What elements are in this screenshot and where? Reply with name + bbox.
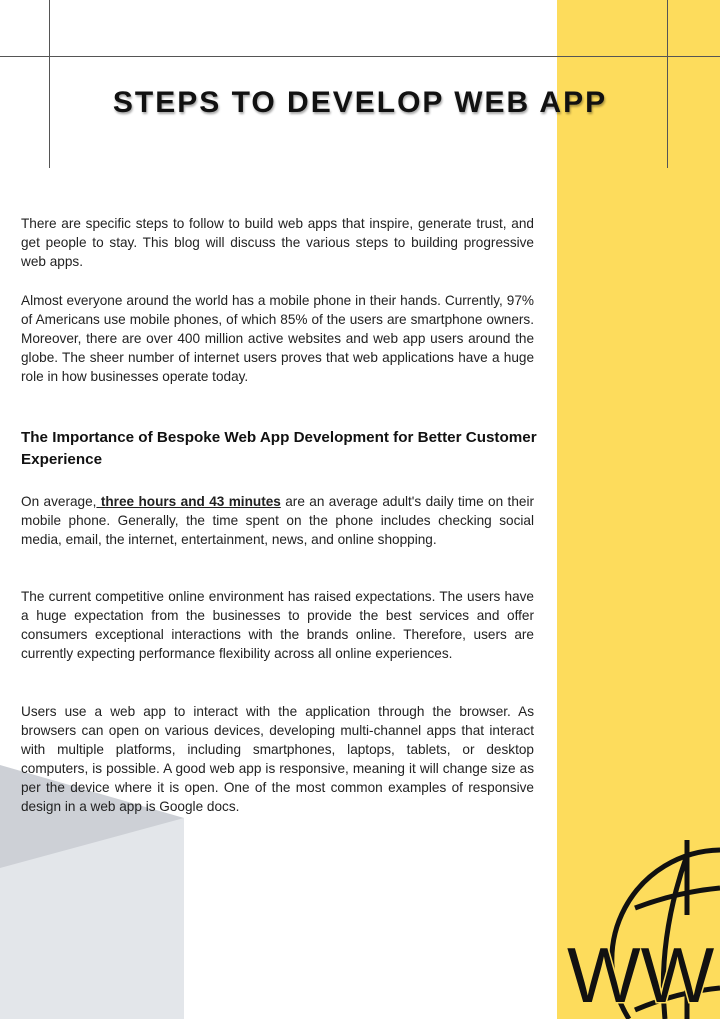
text: are an average adult's daily time on their mobile phone. Generally, the time spent on the phone includes checking social media, email, the internet, entertainment, news, and online shopping. (21, 494, 534, 548)
globe-text: WW (567, 931, 715, 1019)
divider-line (667, 0, 668, 168)
section-heading: The Importance of Bespoke Web App Development for Better Customer Experience (21, 429, 537, 468)
paragraph-responsive: Users use a web app to interact with the application through the browser. As browsers can open on various devices, developing multi-channel apps that interact with multiple platforms, including smartphones, laptops, tablets, or desktop computers, is possible. A good web app is responsive, meaning it will change size as per the device where it is open. One of the most common examples of responsive design in a web app is Google docs. (21, 704, 534, 815)
text: On average, (21, 494, 97, 509)
time-link[interactable]: three hours and 43 minutes (96, 494, 281, 509)
divider-line (0, 56, 720, 57)
paragraph-stats: Almost everyone around the world has a mobile phone in their hands. Currently, 97% of Americans use mobile phones, of which 85% of the users are smartphone owners. Moreover, there are over 400 million active websites and web app users around the globe. The sheer number of internet users proves that web applications have a huge role in how businesses operate today. (21, 293, 534, 385)
www-globe-icon (557, 830, 720, 1019)
paragraph-expectations: The current competitive online environment has raised expectations. The users have a huge expectation from the businesses to provide the best services and offer consumers exceptional interactions with the brands online. Therefore, users are currently expecting performance flexibility across all online experiences. (21, 589, 534, 662)
page-title: STEPS TO DEVELOP WEB APP (112, 86, 608, 119)
divider-line (49, 0, 50, 168)
paragraph-intro: There are specific steps to follow to build web apps that inspire, generate trust, and get people to stay. This blog will discuss the various steps to building progressive web apps. (21, 216, 534, 270)
paragraph-time (21, 492, 534, 549)
